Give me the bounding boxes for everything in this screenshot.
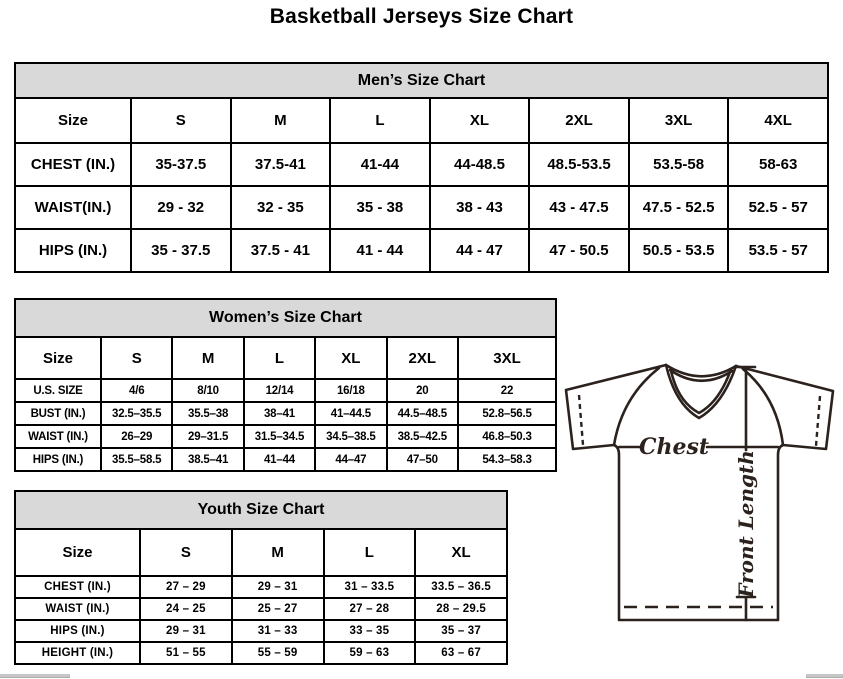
measurement-value-cell: 52.8–56.5 [458, 402, 556, 425]
measurement-value-cell: 59 – 63 [324, 642, 416, 664]
measurement-value-cell: 41–44.5 [315, 402, 386, 425]
measurement-value-cell: 41-44 [330, 143, 430, 186]
measurement-value-cell: 37.5 - 41 [231, 229, 331, 272]
size-label-header-cell: Size [15, 98, 131, 143]
measurement-label-cell: WAIST (IN.) [15, 425, 101, 448]
size-column-header-cell: XL [315, 337, 386, 379]
measurement-value-cell: 25 – 27 [232, 598, 324, 620]
measurement-value-cell: 52.5 - 57 [728, 186, 828, 229]
size-header-row [15, 337, 556, 379]
measurement-value-cell: 53.5 - 57 [728, 229, 828, 272]
measurement-label-cell: HIPS (IN.) [15, 448, 101, 471]
measurement-row [15, 642, 507, 664]
measurement-value-cell: 12/14 [244, 379, 315, 402]
right-sleeve-seam [743, 369, 783, 445]
measurement-value-cell: 31.5–34.5 [244, 425, 315, 448]
measurement-value-cell: 48.5-53.5 [529, 143, 629, 186]
measurement-value-cell: 34.5–38.5 [315, 425, 386, 448]
measurement-value-cell: 46.8–50.3 [458, 425, 556, 448]
measurement-value-cell: 51 – 55 [140, 642, 232, 664]
measurement-label-cell: HIPS (IN.) [15, 620, 140, 642]
measurement-value-cell: 32.5–35.5 [101, 402, 172, 425]
size-label-header-cell: Size [15, 337, 101, 379]
measurement-label-cell: U.S. SIZE [15, 379, 101, 402]
measurement-value-cell: 50.5 - 53.5 [629, 229, 729, 272]
measurement-value-cell: 35 – 37 [415, 620, 507, 642]
measurement-value-cell: 20 [387, 379, 458, 402]
size-column-header-cell: 2XL [387, 337, 458, 379]
measurement-value-cell: 63 – 67 [415, 642, 507, 664]
measurement-row [15, 186, 828, 229]
measurement-value-cell: 38 - 43 [430, 186, 530, 229]
size-column-header-cell: L [244, 337, 315, 379]
youth-table [14, 528, 508, 665]
measurement-label-cell: HIPS (IN.) [15, 229, 131, 272]
measurement-label-cell: WAIST (IN.) [15, 598, 140, 620]
mens-size-chart [14, 62, 829, 273]
measurement-value-cell: 44 - 47 [430, 229, 530, 272]
measurement-value-cell: 35 - 37.5 [131, 229, 231, 272]
size-column-header-cell: XL [415, 529, 507, 576]
measurement-label-cell: CHEST (IN.) [15, 143, 131, 186]
measurement-value-cell: 47–50 [387, 448, 458, 471]
measurement-value-cell: 33 – 35 [324, 620, 416, 642]
jersey-measurement-diagram [556, 357, 843, 667]
page-title: Basketball Jerseys Size Chart [269, 5, 574, 28]
mens-table [14, 97, 829, 273]
measurement-value-cell: 29–31.5 [172, 425, 243, 448]
size-column-header-cell: M [231, 98, 331, 143]
measurement-value-cell: 29 – 31 [140, 620, 232, 642]
measurement-row [15, 229, 828, 272]
size-column-header-cell: L [330, 98, 430, 143]
jersey-outline [566, 365, 833, 620]
measurement-value-cell: 47 - 50.5 [529, 229, 629, 272]
measurement-row [15, 379, 556, 402]
measurement-row [15, 143, 828, 186]
womens-table-title: Women’s Size Chart [14, 298, 557, 338]
jersey-diagram-illustration [556, 357, 843, 667]
size-column-header-cell: M [172, 337, 243, 379]
measurement-value-cell: 35.5–38 [172, 402, 243, 425]
measurement-value-cell: 27 – 29 [140, 576, 232, 598]
measurement-value-cell: 27 – 28 [324, 598, 416, 620]
measurement-label-cell: HEIGHT (IN.) [15, 642, 140, 664]
youth-size-chart [14, 490, 508, 665]
front-length-label: Front Length [734, 450, 758, 598]
measurement-value-cell: 38–41 [244, 402, 315, 425]
measurement-value-cell: 24 – 25 [140, 598, 232, 620]
measurement-row [15, 576, 507, 598]
size-column-header-cell: XL [430, 98, 530, 143]
measurement-value-cell: 35 - 38 [330, 186, 430, 229]
measurement-value-cell: 41 - 44 [330, 229, 430, 272]
measurement-value-cell: 31 – 33 [232, 620, 324, 642]
measurement-value-cell: 37.5-41 [231, 143, 331, 186]
youth-table-title: Youth Size Chart [14, 490, 508, 530]
mens-table-title: Men’s Size Chart [14, 62, 829, 99]
womens-table [14, 336, 557, 472]
measurement-row [15, 448, 556, 471]
measurement-value-cell: 58-63 [728, 143, 828, 186]
size-column-header-cell: S [140, 529, 232, 576]
size-header-row [15, 529, 507, 576]
measurement-value-cell: 33.5 – 36.5 [415, 576, 507, 598]
measurement-value-cell: 38.5–41 [172, 448, 243, 471]
measurement-value-cell: 38.5–42.5 [387, 425, 458, 448]
womens-size-chart [14, 298, 557, 472]
measurement-value-cell: 44.5–48.5 [387, 402, 458, 425]
measurement-value-cell: 22 [458, 379, 556, 402]
measurement-value-cell: 47.5 - 52.5 [629, 186, 729, 229]
measurement-value-cell: 35.5–58.5 [101, 448, 172, 471]
measurement-label-cell: CHEST (IN.) [15, 576, 140, 598]
measurement-row [15, 425, 556, 448]
size-label-header-cell: Size [15, 529, 140, 576]
size-header-row [15, 98, 828, 143]
measurement-value-cell: 41–44 [244, 448, 315, 471]
measurement-value-cell: 29 - 32 [131, 186, 231, 229]
size-column-header-cell: 3XL [629, 98, 729, 143]
measurement-value-cell: 8/10 [172, 379, 243, 402]
measurement-value-cell: 4/6 [101, 379, 172, 402]
measurement-row [15, 402, 556, 425]
size-column-header-cell: 2XL [529, 98, 629, 143]
measurement-value-cell: 16/18 [315, 379, 386, 402]
measurement-value-cell: 31 – 33.5 [324, 576, 416, 598]
size-column-header-cell: 3XL [458, 337, 556, 379]
horizontal-scrollbar-thumb-left[interactable] [0, 674, 70, 678]
size-column-header-cell: 4XL [728, 98, 828, 143]
measurement-value-cell: 29 – 31 [232, 576, 324, 598]
right-sleeve-hem-dashes [816, 396, 820, 446]
measurement-value-cell: 44–47 [315, 448, 386, 471]
chest-label: Chest [638, 434, 710, 460]
horizontal-scrollbar-thumb-right[interactable] [806, 674, 843, 678]
measurement-value-cell: 43 - 47.5 [529, 186, 629, 229]
size-column-header-cell: L [324, 529, 416, 576]
measurement-value-cell: 53.5-58 [629, 143, 729, 186]
measurement-row [15, 598, 507, 620]
size-column-header-cell: S [101, 337, 172, 379]
measurement-row [15, 620, 507, 642]
measurement-value-cell: 35-37.5 [131, 143, 231, 186]
size-column-header-cell: S [131, 98, 231, 143]
measurement-value-cell: 55 – 59 [232, 642, 324, 664]
measurement-label-cell: BUST (IN.) [15, 402, 101, 425]
measurement-value-cell: 54.3–58.3 [458, 448, 556, 471]
measurement-value-cell: 28 – 29.5 [415, 598, 507, 620]
left-sleeve-hem-dashes [579, 395, 583, 445]
measurement-value-cell: 44-48.5 [430, 143, 530, 186]
measurement-label-cell: WAIST(IN.) [15, 186, 131, 229]
measurement-value-cell: 26–29 [101, 425, 172, 448]
measurement-value-cell: 32 - 35 [231, 186, 331, 229]
size-column-header-cell: M [232, 529, 324, 576]
